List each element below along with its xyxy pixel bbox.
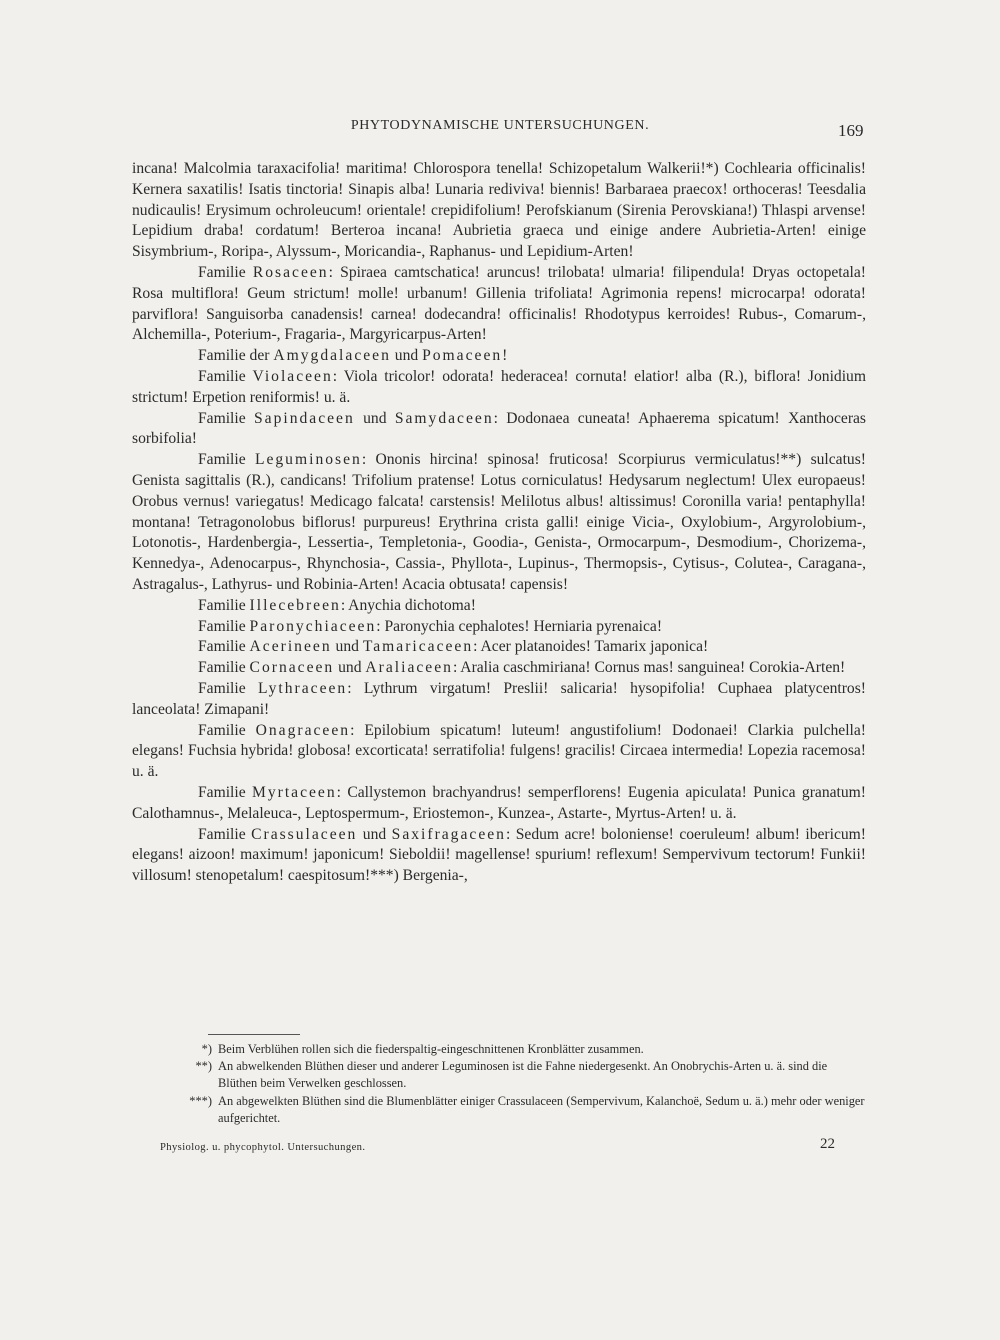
footnotes <box>132 1041 866 1127</box>
text-segment: Familie <box>198 596 250 614</box>
paragraph <box>132 367 866 409</box>
paragraph <box>132 658 866 679</box>
family-name: Lythraceen <box>257 679 348 697</box>
paragraph <box>132 617 866 638</box>
family-name: Pomaceen <box>422 347 503 365</box>
family-name: Samydaceen <box>394 409 494 427</box>
paragraph <box>132 596 866 617</box>
paragraph <box>132 637 866 658</box>
family-name: Leguminosen <box>254 451 362 469</box>
text-segment: Familie <box>198 263 253 281</box>
footnote-text: An abwelkenden Blüthen dieser und anderer Leguminosen ist die Fahne niedergesenkt. An Onobrychis-Arten u. ä. sind die Blüthen beim Verwelken geschlossen. <box>218 1059 828 1091</box>
text-segment: : Anychia dichotoma! <box>340 596 476 614</box>
text-segment: : Lythrum virgatum! Preslii! salicaria! hysopifolia! Cuphaea platycentros! lanceolata! Zimapani! <box>132 679 866 718</box>
body-text <box>132 159 866 887</box>
text-segment: : Aralia caschmiriana! Cornus mas! sanguinea! Corokia-Arten! <box>452 659 846 677</box>
text-segment: Familie der <box>198 347 274 365</box>
paragraph <box>132 679 866 721</box>
text-segment: Familie <box>198 659 250 677</box>
footnote <box>132 1041 866 1058</box>
running-header: PHYTODYNAMISCHE UNTERSUCHUNGEN. <box>350 118 650 133</box>
paragraph <box>132 409 866 451</box>
text-segment: und <box>357 825 392 843</box>
text-segment: : Callystemon brachyandrus! semperflorens! Eugenia apiculata! Punica granatum! Calothamnus-, Melaleuca-, Leptospermum-, Eriostemon-, Kunzea-, Astarte-, Myrtus-Arten! u. ä. <box>132 783 866 822</box>
footnote <box>132 1093 866 1127</box>
text-segment: Familie <box>198 638 250 656</box>
text-segment: : Dodonaea cuneata! Aphaerema spicatum! Xanthoceras sorbifolia! <box>132 409 866 448</box>
family-name: Violaceen <box>252 367 333 385</box>
text-segment: : Spiraea camtschatica! aruncus! trilobata! ulmaria! filipendula! Dryas octopetala! Rosa multiflora! Geum strictum! molle! urbanum! Gillenia trifoliata! Agrimonia repens! microcarpa! odorata! parviflora! Sanguisorba canadensis! carnea! dodecandra! officinalis! Rhodotypus kerroides! Rubus-, Comarum-, Alchemilla-, Poterium-, Fragaria-, Margyricarpus-Arten! <box>132 263 866 344</box>
footnote-divider <box>208 1034 300 1035</box>
page-number: 169 <box>838 121 864 140</box>
text-segment: : Epilobium spicatum! luteum! angustifolium! Dodonaei! Clarkia pulchella! elegans! Fuchsia hybrida! globosa! excorticata! serratifolia! fulgens! gracilis! Circaea intermedia! Lopezia racemosa! u. ä. <box>132 721 866 781</box>
family-name: Onagraceen <box>255 721 351 739</box>
text-segment: Familie <box>198 721 256 739</box>
family-name: Cornaceen <box>249 659 335 677</box>
paragraph <box>132 825 866 887</box>
family-name: Saxifragaceen <box>391 825 506 843</box>
text-segment: : Acer platanoides! Tamarix japonica! <box>473 638 709 656</box>
footnote-mark: **) <box>195 1059 212 1074</box>
text-segment: : Sedum acre! boloniense! coeruleum! album! ibericum! elegans! aizoon! maximum! japonicum! Sieboldii! magellense! spurium! reflexum! Sempervivum tectorum! Funkii! villosum! stenopetalum! caespitosum!***) Bergenia-, <box>132 825 867 885</box>
text-segment: Familie <box>198 409 254 427</box>
family-name: Tamaricaceen <box>362 638 474 656</box>
text-segment: und <box>390 347 423 365</box>
paragraph <box>132 263 866 346</box>
text-segment: Familie <box>198 367 253 385</box>
footnote-mark: ***) <box>189 1093 212 1108</box>
family-name: Paronychiaceen <box>249 617 377 635</box>
family-name: Araliaceen <box>365 659 453 677</box>
text-segment: Familie <box>198 679 258 697</box>
text-segment: Familie <box>198 783 252 801</box>
footnote <box>132 1058 866 1092</box>
text-segment: incana! Malcolmia taraxacifolia! maritima! Chlorospora tenella! Schizopetalum Walkerii!*) Cochlearia officinalis! Kernera saxatilis! Isatis tinctoria! Sinapis alba! Lunaria rediviva! biennis! Barbaraea praecox! orthoceras! Teesdalia nudicaulis! Erysimum ochroleucum! orientale! crepidifolium! Perofskianum (Sirenia Perovskiana!) Thlaspi arvense! Lepidium draba! cordatum! Berteroa incana! Aubrietia graeca und einige andere Aubrietia-Arten! einige Sisymbrium-, Roripa-, Alyssum-, Moricandia-, Raphanus- und Lepidium-Arten! <box>132 160 866 261</box>
footnote-mark: *) <box>201 1042 212 1056</box>
text-segment: und <box>334 659 366 677</box>
paragraph <box>132 346 866 367</box>
text-segment: und <box>354 409 395 427</box>
footnote-text: Beim Verblühen rollen sich die fiederspaltig-eingeschnittenen Kronblätter zusammen. <box>218 1042 644 1056</box>
family-name: Rosaceen <box>252 263 329 281</box>
signature-mark: 22 <box>820 1136 835 1152</box>
family-name: Crassulaceen <box>251 825 358 843</box>
text-segment: Familie <box>198 617 250 635</box>
family-name: Amygdalaceen <box>273 347 391 365</box>
family-name: Illecebreen <box>249 596 341 614</box>
text-segment: : Ononis hircina! spinosa! fruticosa! Scorpiurus vermiculatus!**) sulcatus! Genista sagittalis (R.), candicans! Trifolium pratense! Lotus corniculatus! Hedysarum neglectum! Ulex europaeus! Orobus vernus! variegatus! Medicago falcata! carstensis! Melilotus albus! altissimus! Coronilla varia! pentaphylla! montana! Tetragonolobus biflorus! purpureus! Erythrina crista galli! einige Vicia-, Oxylobium-, Argyrolobium-, Lotonotis-, Hardenbergia-, Lessertia-, Templetonia-, Goodia-, Genista-, Ormocarpum-, Desmodium-, Chorizema-, Kennedya-, Adenocarpus-, Rhynchosia-, Cassia-, Phyllota-, Lupinus-, Thermopsis-, Cytisus-, Colutea-, Caragana-, Astragalus-, Lathyrus- und Robinia-Arten! Acacia obtusata! capensis! <box>132 451 866 593</box>
footer-source: Physiolog. u. phycophytol. Untersuchungen. <box>160 1142 366 1153</box>
paragraph <box>132 783 866 825</box>
text-segment: : Viola tricolor! odorata! hederacea! cornuta! elatior! alba (R.), biflora! Jonidium strictum! Erpetion reniformis! u. ä. <box>132 367 866 406</box>
family-name: Myrtaceen <box>251 783 337 801</box>
text-segment: ! <box>502 347 508 365</box>
paragraph <box>132 450 866 596</box>
paragraph <box>132 721 866 783</box>
text-segment: Familie <box>198 451 255 469</box>
family-name: Sapindaceen <box>253 409 355 427</box>
text-segment: Familie <box>198 825 252 843</box>
text-segment: : Paronychia cephalotes! Herniaria pyrenaica! <box>376 617 663 635</box>
text-segment: und <box>331 638 363 656</box>
family-name: Acerineen <box>249 638 332 656</box>
paragraph <box>132 159 866 263</box>
footnote-text: An abgewelkten Blüthen sind die Blumenblätter einiger Crassulaceen (Sempervivum, Kalanchoë, Sedum u. ä.) mehr oder weniger aufgerichtet. <box>218 1093 865 1125</box>
